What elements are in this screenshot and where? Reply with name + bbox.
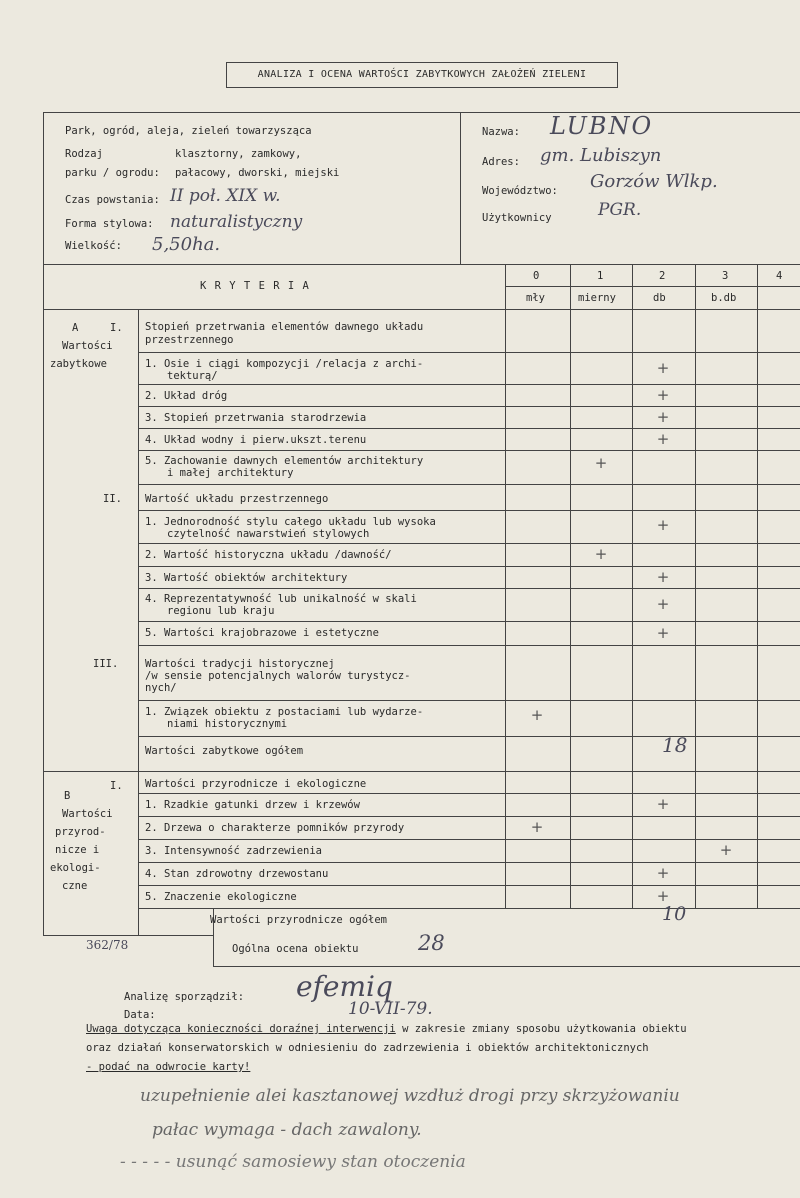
- handwritten-note-3: - - - - - usunąć samosiewy stan otoczenia: [120, 1152, 466, 1172]
- uzytkownicy-value: PGR.: [598, 200, 642, 220]
- criterion-label: 5. Zachowanie dawnych elementów architektury: [145, 455, 424, 467]
- ogolna-ocena-label: Ogólna ocena obiektu: [232, 943, 359, 955]
- czas-label: Czas powstania:: [65, 194, 160, 206]
- criterion-label: 4. Układ wodny i pierw.ukszt.terenu: [145, 434, 367, 446]
- row-line: [138, 384, 800, 385]
- uwaga-line-2: oraz działań konserwatorskich w odniesieniu do zadrzewienia i obiektów architektonicznych: [86, 1042, 649, 1054]
- zabytkowe-total-label: Wartości zabytkowe ogółem: [145, 745, 304, 757]
- score-mark: +: [656, 864, 670, 882]
- scale-num-0: 0: [533, 270, 540, 282]
- przyrodnicze-total-value: 10: [662, 903, 687, 925]
- frame-top-line: [43, 112, 800, 113]
- type-line-3: pałacowy, dworski, miejski: [175, 167, 340, 179]
- wojewodztwo-label: Województwo:: [482, 185, 558, 197]
- side-a-letter: A: [72, 322, 79, 334]
- criterion-label-cont: tekturą/: [167, 370, 218, 382]
- section-b1-title: Wartości przyrodnicze i ekologiczne: [145, 778, 367, 790]
- section-a1-title: Stopień przetrwania elementów dawnego układu: [145, 321, 424, 333]
- criterion-label: 1. Jednorodność stylu całego układu lub wysoka: [145, 516, 436, 528]
- score-mark: +: [656, 795, 670, 813]
- section-a3-title-cont2: nych/: [145, 682, 177, 694]
- data-value: 10-VII-79.: [348, 999, 433, 1019]
- rodzaj-label: Rodzaj: [65, 148, 103, 160]
- criterion-label: 3. Stopień przetrwania starodrzewia: [145, 412, 367, 424]
- handwritten-note-1: uzupełnienie alei kasztanowej wzdłuż drogi przy skrzyżowaniu: [140, 1086, 680, 1106]
- criterion-label: 4. Stan zdrowotny drzewostanu: [145, 868, 329, 880]
- scale-num-2: 2: [659, 270, 666, 282]
- scale-word-3: b.db: [711, 292, 737, 304]
- side-a-roman-3: III.: [93, 658, 119, 670]
- row-line: [138, 839, 800, 840]
- criterion-label: 2. Wartość historyczna układu /dawność/: [145, 549, 392, 561]
- przyrodnicze-total-label: Wartości przyrodnicze ogółem: [210, 914, 388, 926]
- score-mark: +: [594, 545, 608, 563]
- criterion-label-cont: czytelność nawarstwień stylowych: [167, 528, 370, 540]
- col-line-3: [695, 264, 696, 908]
- criterion-label: 4. Reprezentatywność lub unikalność w skali: [145, 593, 417, 605]
- ogolna-ocena-value: 28: [418, 931, 445, 955]
- score-mark: +: [656, 624, 670, 642]
- nazwa-label: Nazwa:: [482, 126, 520, 138]
- side-b-letter: B: [64, 790, 71, 802]
- section-a1-title-cont: przestrzennego: [145, 334, 234, 346]
- wielkosc-label: Wielkość:: [65, 240, 122, 252]
- score-mark: +: [656, 359, 670, 377]
- row-line: [138, 885, 800, 886]
- scale-num-1: 1: [597, 270, 604, 282]
- col-line-0: [505, 264, 506, 908]
- row-line: [138, 510, 800, 511]
- side-a-word-1: Wartości: [62, 340, 113, 352]
- criterion-label: 2. Układ dróg: [145, 390, 228, 402]
- score-mark: +: [656, 568, 670, 586]
- wojewodztwo-value: Gorzów Wlkp.: [590, 171, 718, 192]
- side-b-word-2: przyrod-: [55, 826, 106, 838]
- scale-mid-line: [505, 286, 800, 287]
- row-line: [138, 862, 800, 863]
- zabytkowe-total-value: 18: [662, 733, 688, 757]
- scale-num-4: 4: [776, 270, 783, 282]
- scale-bottom-line: [43, 309, 800, 310]
- scale-word-0: mły: [526, 292, 545, 304]
- row-line: [138, 908, 800, 909]
- criterion-label: 1. Osie i ciągi kompozycji /relacja z archi-: [145, 358, 424, 370]
- row-line: [138, 793, 800, 794]
- row-line: [138, 736, 800, 737]
- uwaga-line-3: - podać na odwrocie karty!: [86, 1061, 251, 1073]
- czas-value: II poł. XIX w.: [170, 186, 281, 206]
- uwaga-line-1: [86, 1023, 687, 1035]
- indent-line: [138, 793, 139, 908]
- side-a-word-2: zabytkowe: [50, 358, 107, 370]
- row-line: [138, 428, 800, 429]
- row-line: [138, 484, 800, 485]
- uzytkownicy-label: Użytkownicy: [482, 212, 552, 224]
- score-mark: +: [656, 408, 670, 426]
- forma-label: Forma stylowa:: [65, 218, 154, 230]
- nazwa-value: LUBNO: [550, 112, 654, 140]
- reference-number: 362/78: [86, 938, 129, 952]
- score-mark: +: [656, 386, 670, 404]
- indent-line: [138, 352, 139, 484]
- scale-word-1: mierny: [578, 292, 616, 304]
- criterion-label: 3. Wartość obiektów architektury: [145, 572, 348, 584]
- data-label: Data:: [124, 1009, 156, 1021]
- side-a-roman-2: II.: [103, 493, 122, 505]
- frame-left-line: [43, 112, 44, 935]
- row-line: [138, 645, 800, 646]
- score-mark: +: [656, 516, 670, 534]
- indent-line: [138, 510, 139, 645]
- score-mark: +: [656, 595, 670, 613]
- handwritten-note-2: pałac wymaga - dach zawalony.: [152, 1120, 422, 1140]
- side-b-word-5: czne: [62, 880, 88, 892]
- side-b-word-3: nicze i: [55, 844, 100, 856]
- score-mark: +: [656, 430, 670, 448]
- row-line: [138, 352, 800, 353]
- score-mark: +: [530, 706, 544, 724]
- frame-bottom-left-line: [43, 935, 213, 936]
- col-line-1: [570, 264, 571, 908]
- type-line-2: klasztorny, zamkowy,: [175, 148, 302, 160]
- side-a-roman-1: I.: [110, 322, 123, 334]
- ogolna-bottom-line: [213, 966, 800, 967]
- scale-num-3: 3: [722, 270, 729, 282]
- indent-line: [138, 700, 139, 736]
- uwaga-rest: w zakresie zmiany sposobu użytkowania obiektu: [395, 1023, 687, 1035]
- criterion-label: 2. Drzewa o charakterze pomników przyrody: [145, 822, 405, 834]
- section-a2-title: Wartość układu przestrzennego: [145, 493, 329, 505]
- analize-label: Analizę sporządził:: [124, 991, 245, 1003]
- score-mark: +: [719, 841, 733, 859]
- criterion-label: 5. Wartości krajobrazowe i estetyczne: [145, 627, 379, 639]
- col-line-4: [757, 264, 758, 908]
- score-mark: +: [594, 454, 608, 472]
- criterion-label-cont: niami historycznymi: [167, 718, 288, 730]
- score-mark: +: [530, 818, 544, 836]
- section-a3-title-cont: /w sensie potencjalnych walorów turystycz-: [145, 670, 411, 682]
- wielkosc-value: 5,50ha.: [152, 234, 221, 255]
- adres-value: gm. Lubiszyn: [540, 145, 662, 166]
- parku-label: parku / ogrodu:: [65, 167, 160, 179]
- section-divider-line: [43, 771, 800, 772]
- criterion-label: 1. Rzadkie gatunki drzew i krzewów: [145, 799, 360, 811]
- row-line: [138, 621, 800, 622]
- form-title: ANALIZA I OCENA WARTOŚCI ZABYTKOWYCH ZAŁOŻEŃ ZIELENI: [257, 69, 587, 80]
- scale-word-2: db: [653, 292, 666, 304]
- adres-label: Adres:: [482, 156, 520, 168]
- side-b-roman-1: I.: [110, 780, 123, 792]
- row-line: [138, 543, 800, 544]
- title-box: [226, 62, 618, 88]
- criterion-label-cont: regionu lub kraju: [167, 605, 275, 617]
- analize-signature: efemiq: [296, 970, 393, 1003]
- uwaga-underlined: Uwaga dotycząca konieczności doraźnej interwencji: [86, 1023, 396, 1035]
- section-a3-title: Wartości tradycji historycznej: [145, 658, 335, 670]
- row-line: [138, 566, 800, 567]
- park-types: Park, ogród, aleja, zieleń towarzysząca: [65, 125, 312, 137]
- row-line: [138, 450, 800, 451]
- criterion-label: 3. Intensywność zadrzewienia: [145, 845, 323, 857]
- header-bottom-line: [43, 264, 800, 265]
- score-mark: +: [656, 887, 670, 905]
- criterion-label-cont: i małej architektury: [167, 467, 294, 479]
- header-divider-line: [460, 112, 461, 264]
- criterion-label: 5. Znaczenie ekologiczne: [145, 891, 297, 903]
- col-line-2: [632, 264, 633, 908]
- row-line: [138, 406, 800, 407]
- row-line: [138, 816, 800, 817]
- side-b-word-1: Wartości: [62, 808, 113, 820]
- forma-value: naturalistyczny: [170, 212, 303, 232]
- side-b-word-4: ekologi-: [50, 862, 101, 874]
- row-line: [138, 700, 800, 701]
- row-line: [138, 588, 800, 589]
- kryteria-heading: K R Y T E R I A: [200, 280, 310, 292]
- criterion-label: 1. Związek obiektu z postaciami lub wydarze-: [145, 706, 424, 718]
